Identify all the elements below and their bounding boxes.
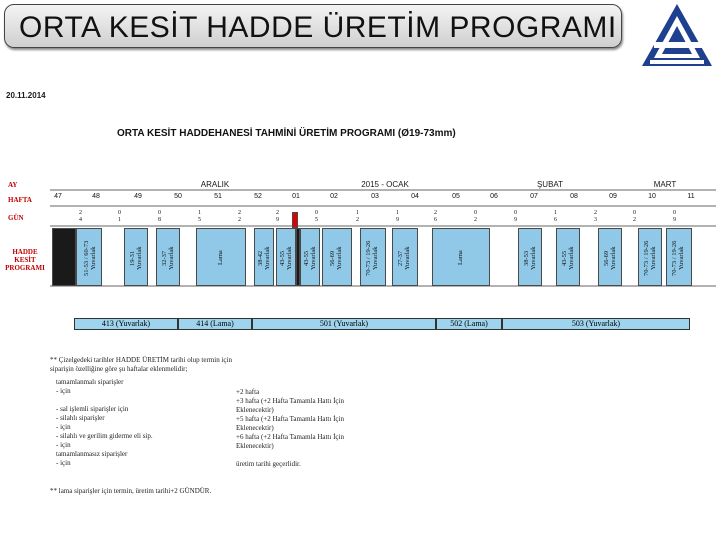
day-cell: 0 5 [315,210,318,223]
week-06: 06 [490,193,498,200]
notes-intro: ** Çizelgedeki tarihler HADDE ÜRETİM tarihi olup termin için siparişin özelliğine göre şu haftalar eklenmelidir; [50,356,232,373]
week-52: 52 [254,193,262,200]
week-10: 10 [648,193,656,200]
week-02: 02 [330,193,338,200]
week-11: 11 [687,193,695,200]
row-label-week: HAFTA [8,196,32,204]
month-aralik: ARALIK [200,180,230,189]
week-01: 01 [292,193,300,200]
program-segment: 19-31 Yuvarlak [124,228,148,286]
day-cell: 0 9 [514,210,517,223]
week-09: 09 [609,193,617,200]
week-50: 50 [174,193,182,200]
day-cell: 2 3 [594,210,597,223]
program-segment: 70-73 / 19-26 Yuvarlak [638,228,662,286]
program-segment: 56-69 Yuvarlak [322,228,352,286]
day-cell: 2 6 [434,210,437,223]
notes-footer: ** lama siparişler için termin, üretim tarihi+2 GÜNDÜR. [50,487,212,495]
day-cell: 1 6 [554,210,557,223]
month-subat: ŞUBAT [536,180,564,189]
week-03: 03 [371,193,379,200]
program-segment: Lama [432,228,490,286]
program-segment: Lama [196,228,246,286]
row-label-day: GÜN [8,214,24,222]
program-group: 501 (Yuvarlak) [252,318,436,330]
week-49: 49 [134,193,142,200]
program-segment: 43-55 Yuvarlak [276,228,296,286]
week-04: 04 [411,193,419,200]
program-segment: 51-53 / 60-73 Yuvarlak [76,228,102,286]
day-cell: 0 1 [118,210,121,223]
day-cell: 1 2 [356,210,359,223]
program-segment: 43-55 Yuvarlak [300,228,320,286]
program-segment: 27-37 Yuvarlak [392,228,418,286]
title-banner [4,4,622,48]
day-cell: 0 9 [673,210,676,223]
highlight-marker [292,212,298,228]
day-cell: 1 9 [396,210,399,223]
program-group: 414 (Lama) [178,318,252,330]
company-logo-icon [640,2,714,68]
program-segment: 56-69 Yuvarlak [598,228,622,286]
week-08: 08 [570,193,578,200]
day-cell: 1 5 [198,210,201,223]
program-segment: 70-73 / 19-26 Yuvarlak [360,228,386,286]
report-date: 20.11.2014 [6,91,46,100]
day-cell: 0 2 [633,210,636,223]
week-51: 51 [214,193,222,200]
month-mart: MART [653,180,677,189]
program-segment: 43-55 Yuvarlak [556,228,580,286]
row-label-month: AY [8,181,18,189]
program-segment: 38-53 Yuvarlak [518,228,542,286]
program-segment: 70-73 / 19-26 Yuvarlak [666,228,692,286]
downtime-block [52,228,76,286]
week-47: 47 [54,193,62,200]
day-cell: 2 2 [238,210,241,223]
day-cell: 2 9 [276,210,279,223]
program-segment: 38-42 Yuvarlak [254,228,274,286]
program-group: 502 (Lama) [436,318,502,330]
week-48: 48 [92,193,100,200]
program-group: 413 (Yuvarlak) [74,318,178,330]
page-title: ORTA KESİT HADDE ÜRETİM PROGRAMI [19,11,617,44]
row-label-program: HADDE KESİT PROGRAMI [5,248,45,272]
week-05: 05 [452,193,460,200]
notes-right: +2 hafta +3 hafta (+2 Hafta Tamamla Hattı İçin Eklenecektir) +5 hafta (+2 Hafta Tamamla Hattı İçin Eklenecektir) +6 hafta (+2 Hafta Tamamla Hattı İçin Eklenecektir) üretim tarihi geçerlidir. [236,388,344,468]
day-cell: 2 4 [79,210,82,223]
program-segment: 32-37 Yuvarlak [156,228,180,286]
day-cell: 0 8 [158,210,161,223]
month-ocak: 2015 - OCAK [361,180,409,189]
schedule-subtitle: ORTA KESİT HADDEHANESİ TAHMİNİ ÜRETİM PROGRAMI (Ø19-73mm) [117,128,456,139]
day-cell: 0 2 [474,210,477,223]
week-07: 07 [530,193,538,200]
notes-left: tamamlanmalı siparişler - için - sal işlemli siparişler için - silahlı siparişler - için - silahlı ve gerilim giderme eli sip. - için tamamlanmasız siparişler - için [56,378,153,467]
program-group: 503 (Yuvarlak) [502,318,690,330]
